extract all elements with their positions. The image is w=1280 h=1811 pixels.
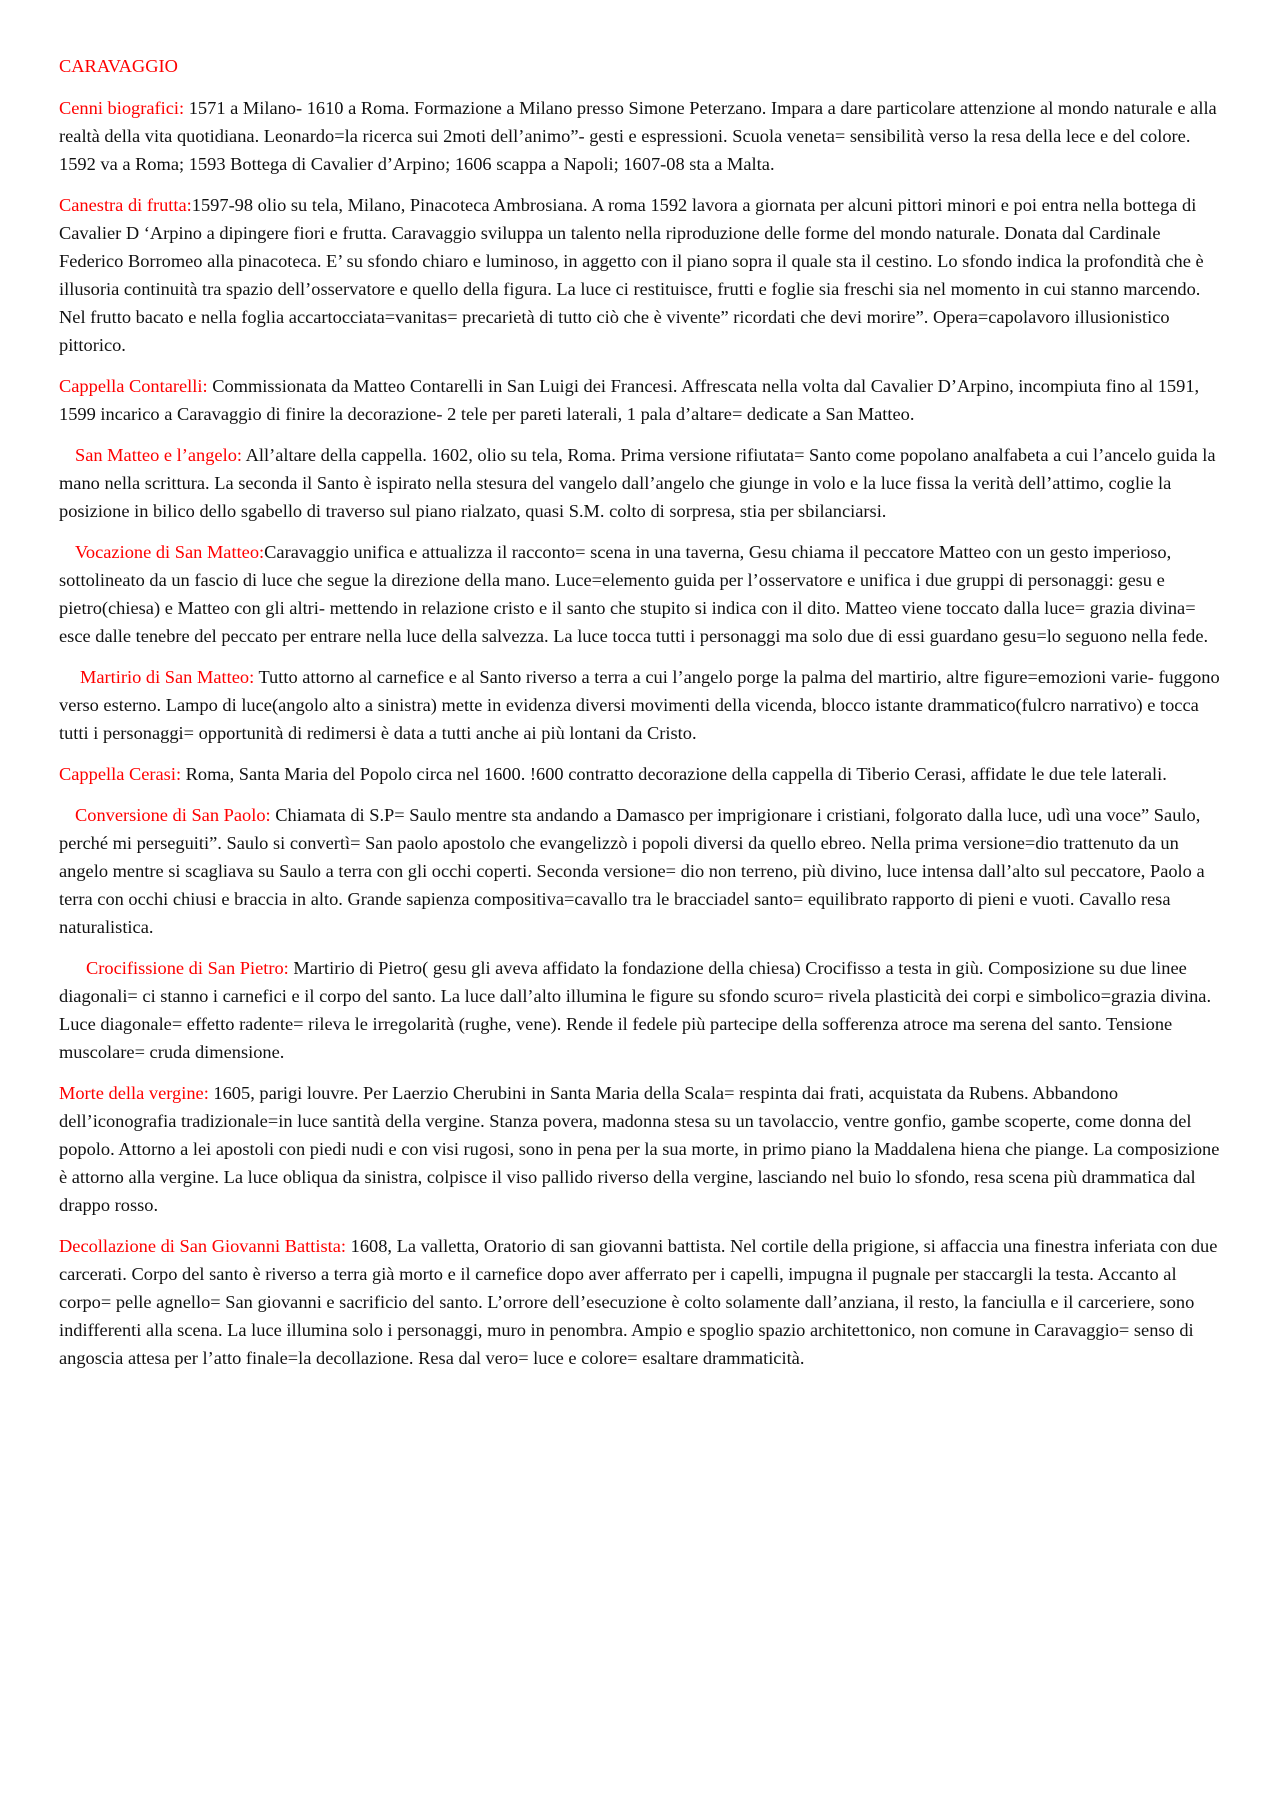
section-body: 1608, La valletta, Oratorio di san giovanni battista. Nel cortile della prigione, si affaccia una finestra inferiata con due carcerati. Corpo del santo è riverso a terra già morto e il carnefice dopo aver afferrato per i capelli, impugna il pugnale per staccargli la testa. Accanto al corpo= pelle agnello= San giovanni e sacrificio del santo. L’orrore dell’esecuzione è colto solamente dall’anziana, il resto, la fanciulla e il carceriere, sono indifferenti alla scena. La luce illumina solo i personaggi, muro in penombra. Ampio e spoglio spazio architettonico, non comune in Caravaggio= senso di angoscia attesa per l’atto finale=la decollazione. Resa dal vero= luce e colore= esaltare drammaticità.: [59, 1236, 1218, 1368]
section-heading: Decollazione di San Giovanni Battista:: [59, 1236, 351, 1256]
section-vocazione-di-san-matteo: [59, 538, 1227, 650]
section-heading: Crocifissione di San Pietro:: [86, 958, 294, 978]
section-san-matteo-e-l-angelo: [59, 441, 1227, 525]
section-cenni-biografici: [59, 94, 1227, 178]
section-heading: Vocazione di San Matteo:: [75, 542, 265, 562]
section-cappella-cerasi: [59, 760, 1227, 788]
section-heading: Martirio di San Matteo:: [80, 667, 259, 687]
section-martirio-di-san-matteo: [59, 663, 1227, 747]
section-body: Commissionata da Matteo Contarelli in San Luigi dei Francesi. Affrescata nella volta dal Cavalier D’Arpino, incompiuta fino al 1591, 1599 incarico a Caravaggio di finire la decorazione- 2 tele per pareti laterali, 1 pala d’altare= dedicate a San Matteo.: [59, 376, 1200, 424]
section-crocifissione-di-san-pietro: [59, 954, 1227, 1066]
section-body: 1597-98 olio su tela, Milano, Pinacoteca Ambrosiana. A roma 1592 lavora a giornata per alcuni pittori minori e poi entra nella bottega di Cavalier D ‘Arpino a dipingere fiori e frutta. Caravaggio sviluppa un talento nella riproduzione delle forme del mondo naturale. Donata dal Cardinale Federico Borromeo alla pinacoteca. E’ su sfondo chiaro e luminoso, in aggetto con il piano sopra il quale sta il cestino. Lo sfondo indica la profondità che è illusoria continuità tra spazio dell’osservatore e quello della figura. La luce ci restituisce, frutti e foglie sia freschi sia nel momento in cui stanno marcendo. Nel frutto bacato e nella foglia accartocciata=vanitas= precarietà di tutto ciò che è vivente” ricordati che devi morire”. Opera=capolavoro illusionistico pittorico.: [59, 195, 1204, 355]
section-body: All’altare della cappella. 1602, olio su tela, Roma. Prima versione rifiutata= Santo come popolano analfabeta a cui l’ancelo guida la mano nella scrittura. La seconda il Santo è ispirato nella stesura del vangelo dall’angelo che giunge in volo e la luce fissa la verità dell’attimo, coglie la posizione in bilico dello sgabello di traverso sul piano rialzato, quasi S.M. colto di sorpresa, stia per sbilanciarsi.: [59, 445, 1216, 521]
document-page: [59, 52, 1227, 1385]
section-body: Tutto attorno al carnefice e al Santo riverso a terra a cui l’angelo porge la palma del martirio, altre figure=emozioni varie- fuggono verso esterno. Lampo di luce(angolo alto a sinistra) mette in evidenza diversi movimenti della vicenda, blocco istante drammatico(fulcro narrativo) e tocca tutti i personaggi= opportunità di redimersi è data a tutti anche ai più lontani da Cristo.: [59, 667, 1220, 743]
section-heading: Canestra di frutta:: [59, 195, 192, 215]
section-body: Caravaggio unifica e attualizza il racconto= scena in una taverna, Gesu chiama il peccatore Matteo con un gesto imperioso, sottolineato da un fascio di luce che segue la direzione della mano. Luce=elemento guida per l’osservatore e unifica i due gruppi di personaggi: gesu e pietro(chiesa) e Matteo con gli altri- mettendo in relazione cristo e il santo che stupito si indica con il dito. Matteo viene toccato dalla luce= grazia divina= esce dalle tenebre del peccato per entrare nella luce della salvezza. La luce tocca tutti i personaggi ma solo due di essi guardano gesu=lo seguono nella fede.: [59, 542, 1209, 646]
section-heading: Cenni biografici:: [59, 98, 189, 118]
section-canestra-di-frutta: [59, 191, 1227, 359]
section-heading: Cappella Contarelli:: [59, 376, 213, 396]
section-heading: Morte della vergine:: [59, 1083, 214, 1103]
document-title: CARAVAGGIO: [59, 56, 178, 76]
section-heading: Cappella Cerasi:: [59, 764, 186, 784]
section-cappella-contarelli: [59, 372, 1227, 428]
section-body: Chiamata di S.P= Saulo mentre sta andando a Damasco per imprigionare i cristiani, folgorato dalla luce, udì una voce” Saulo, perché mi perseguiti”. Saulo si convertì= San paolo apostolo che evangelizzò i popoli diversi da quello ebreo. Nella prima versione=dio trattenuto da un angelo mentre si scagliava su Saulo a terra con gli occhi coperti. Seconda versione= dio non terreno, più divino, luce intensa dall’alto sul peccatore, Paolo a terra con occhi chiusi e braccia in alto. Grande sapienza compositiva=cavallo tra le bracciadel santo= equilibrato rapporto di pieni e vuoti. Cavallo resa naturalistica.: [59, 805, 1205, 937]
section-heading: Conversione di San Paolo:: [75, 805, 276, 825]
section-body: 1571 a Milano- 1610 a Roma. Formazione a Milano presso Simone Peterzano. Impara a dare particolare attenzione al mondo naturale e alla realtà della vita quotidiana. Leonardo=la ricerca sui 2moti dell’animo”- gesti e espressioni. Scuola veneta= sensibilità verso la resa della lece e del colore. 1592 va a Roma; 1593 Bottega di Cavalier d’Arpino; 1606 scappa a Napoli; 1607-08 sta a Malta.: [59, 98, 1217, 174]
section-body: Roma, Santa Maria del Popolo circa nel 1600. !600 contratto decorazione della cappella di Tiberio Cerasi, affidate le due tele laterali.: [185, 764, 1167, 784]
section-conversione-di-san-paolo: [59, 801, 1227, 941]
section-morte-della-vergine: [59, 1079, 1227, 1219]
section-body: 1605, parigi louvre. Per Laerzio Cherubini in Santa Maria della Scala= respinta dai frati, acquistata da Rubens. Abbandono dell’iconografia tradizionale=in luce santità della vergine. Stanza povera, madonna stesa su un tavolaccio, ventre gonfio, gambe scoperte, come donna del popolo. Attorno a lei apostoli con piedi nudi e con visi rugosi, sono in pena per la sua morte, in primo piano la Maddalena hiena che piange. La composizione è attorno alla vergine. La luce obliqua da sinistra, colpisce il viso pallido riverso della vergine, lasciando nel buio lo sfondo, resa scena più drammatica dal drappo rosso.: [59, 1083, 1220, 1215]
section-heading: San Matteo e l’angelo:: [75, 445, 246, 465]
section-body: Martirio di Pietro( gesu gli aveva affidato la fondazione della chiesa) Crocifisso a testa in giù. Composizione su due linee diagonali= ci stanno i carnefici e il corpo del santo. La luce dall’alto illumina le figure su sfondo scuro= rivela plasticità dei corpi e simbolico=grazia divina. Luce diagonale= effetto radente= rileva le irregolarità (rughe, vene). Rende il fedele più partecipe della sofferenza atroce ma serena del santo. Tensione muscolare= cruda dimensione.: [59, 958, 1212, 1062]
section-decollazione-di-san-giovanni-battista: [59, 1232, 1227, 1372]
